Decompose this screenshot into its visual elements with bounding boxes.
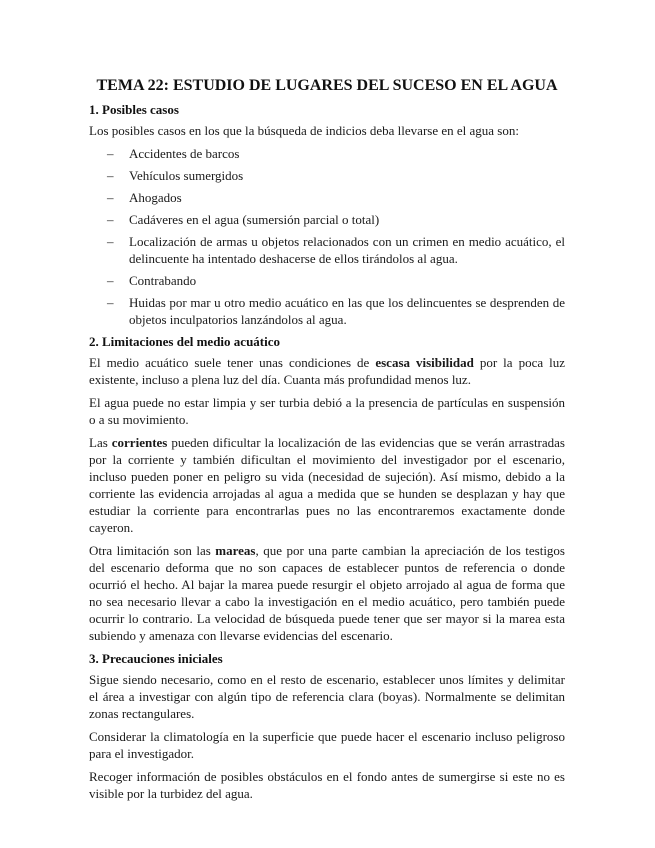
paragraph-text: pueden dificultar la localización de las evidencias que se verán arrastradas por la corriente y también dificultan el movimiento del investigador por el escenario, incluso pueden poner en peligro su vida (necesidad de sujeción). Así mismo, debido a la corriente las evidencia arrojadas al agua a medida que se hunden se desplazan y hay que estudiar la corriente para encontrarlas pues no las encontraremos exactamente donde cayeron. <box>89 435 565 535</box>
paragraph-limits: Sigue siendo necesario, como en el resto de escenario, establecer unos límites y delimitar el área a investigar con algún tipo de referencia clara (boyas). Normalmente se delimitan zonas rectangulares. <box>89 672 565 721</box>
list-item <box>89 211 565 228</box>
list-item-text: Contrabando <box>129 273 197 288</box>
list-item <box>89 167 565 184</box>
paragraph-text: Otra limitación son las <box>89 543 216 558</box>
document-content <box>89 76 565 808</box>
paragraph-text: Las <box>89 435 112 450</box>
bold-term: corrientes <box>111 435 168 450</box>
paragraph-text: por la poca luz existente, incluso a plena luz del día. Cuanta más profundidad menos luz. <box>89 355 566 387</box>
list-item-text: Ahogados <box>129 190 182 205</box>
paragraph-climate: Considerar la climatología en la superficie que puede hacer el escenario incluso peligroso para el investigador. <box>89 729 565 761</box>
paragraph-turbidity: El agua puede no estar limpia y ser turbia debió a la presencia de partículas en suspensión o a su movimiento. <box>89 395 565 427</box>
list-item-text: Accidentes de barcos <box>129 146 240 161</box>
dash-bullet: – <box>107 295 114 310</box>
paragraph-text: , que por una parte cambian la apreciación de los testigos del escenario deforma que no son capaces de establecer puntos de referencia o donde ocurrió el hecho. Al bajar la marea puede resurgir el objeto arrojado al agua de forma que no sea necesario llevar a cabo la investigación en el medio acuático, pero también puede ocurrir lo contrario. La velocidad de búsqueda puede tener que ser mayor si la marea esta subiendo y amenaza con llevarse evidencias del escenario. <box>89 543 565 643</box>
cases-list <box>89 145 565 328</box>
section-1-heading: 1. Posibles casos <box>89 102 179 117</box>
list-item <box>89 145 565 162</box>
paragraph-currents <box>89 434 565 536</box>
list-item-text: Vehículos sumergidos <box>129 168 244 183</box>
section-1-intro: Los posibles casos en los que la búsqueda de indicios deba llevarse en el agua son: <box>89 123 519 138</box>
dash-bullet: – <box>107 273 114 288</box>
list-item <box>89 189 565 206</box>
list-item <box>89 233 565 267</box>
dash-bullet: – <box>107 146 114 161</box>
page-title: TEMA 22: ESTUDIO DE LUGARES DEL SUCESO EN EL AGUA <box>96 77 558 94</box>
bold-term: mareas <box>215 543 256 558</box>
list-item <box>89 294 565 328</box>
dash-bullet: – <box>107 190 114 205</box>
dash-bullet: – <box>107 234 114 249</box>
paragraph-obstacles: Recoger información de posibles obstáculos en el fondo antes de sumergirse si este no es visible por la turbidez del agua. <box>89 769 565 801</box>
list-item-text: Localización de armas u objetos relacionados con un crimen en medio acuático, el delincuente ha intentado deshacerse de ellos tirándolos al agua. <box>129 234 565 266</box>
paragraph-text: El medio acuático suele tener unas condiciones de <box>89 355 376 370</box>
list-item-text: Huidas por mar u otro medio acuático en las que los delincuentes se desprenden de objetos inculpatorios lanzándolos al agua. <box>129 295 565 327</box>
section-2-heading: 2. Limitaciones del medio acuático <box>89 334 281 349</box>
list-item <box>89 272 565 289</box>
list-item-text: Cadáveres en el agua (sumersión parcial o total) <box>129 212 380 227</box>
dash-bullet: – <box>107 168 114 183</box>
bold-term: escasa visibilidad <box>375 355 474 370</box>
section-3-heading: 3. Precauciones iniciales <box>89 651 223 666</box>
dash-bullet: – <box>107 212 114 227</box>
paragraph-tides <box>89 542 565 644</box>
paragraph-visibility <box>89 354 565 388</box>
